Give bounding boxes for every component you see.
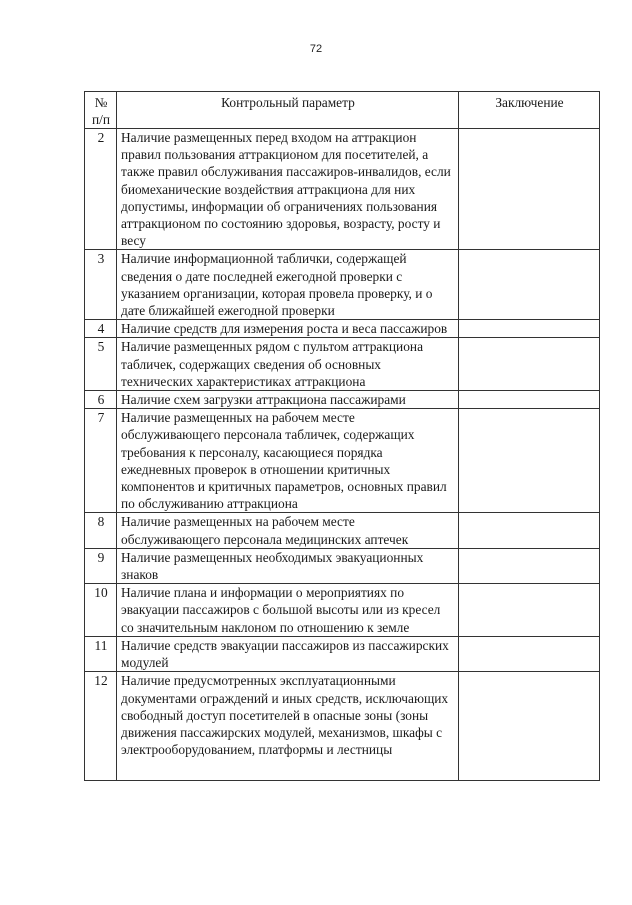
header-number bbox=[85, 92, 117, 129]
row-conclusion bbox=[459, 409, 600, 513]
row-number: 7 bbox=[85, 409, 117, 513]
row-parameter: Наличие предусмотренных эксплуатационными документами ограждений и иных средств, исключающих свободный доступ посетителей в опасные зоны (зоны движения пассажирских модулей, механизмов, шкафы с электрооборудованием, платформы и лестницы bbox=[117, 672, 459, 781]
row-parameter: Наличие размещенных перед входом на аттракцион правил пользования аттракционом для посетителей, а также правил обслуживания пассажиров-инвалидов, если биомеханические воздействия аттракциона для них допустимы, информации об ограничениях пользования аттракционом по состоянию здоровья, возрасту, росту и весу bbox=[117, 129, 459, 250]
row-parameter: Наличие размещенных на рабочем месте обслуживающего персонала табличек, содержащих требования к персоналу, касающиеся порядка ежедневных проверок в отношении критичных компонентов и критичных параметров, основных правил по обслуживанию аттракциона bbox=[117, 409, 459, 513]
row-parameter: Наличие информационной таблички, содержащей сведения о дате последней ежегодной проверки с указанием организации, которая провела проверку, и о дате ближайшей ежегодной проверки bbox=[117, 250, 459, 320]
row-conclusion bbox=[459, 672, 600, 781]
row-number: 9 bbox=[85, 548, 117, 583]
row-parameter: Наличие размещенных необходимых эвакуационных знаков bbox=[117, 548, 459, 583]
row-conclusion bbox=[459, 320, 600, 338]
row-parameter: Наличие средств для измерения роста и веса пассажиров bbox=[117, 320, 459, 338]
checklist-table bbox=[84, 91, 600, 781]
row-number: 2 bbox=[85, 129, 117, 250]
row-conclusion bbox=[459, 513, 600, 548]
row-number: 3 bbox=[85, 250, 117, 320]
row-number: 11 bbox=[85, 636, 117, 671]
header-number-abbrev: п/п bbox=[91, 112, 111, 127]
header-row bbox=[85, 92, 600, 129]
row-parameter: Наличие средств эвакуации пассажиров из пассажирских модулей bbox=[117, 636, 459, 671]
row-parameter: Наличие размещенных на рабочем месте обслуживающего персонала медицинских аптечек bbox=[117, 513, 459, 548]
row-number: 8 bbox=[85, 513, 117, 548]
table-row bbox=[85, 513, 600, 548]
header-conclusion: Заключение bbox=[459, 92, 600, 129]
header-number-symbol: № bbox=[94, 95, 108, 110]
row-number: 4 bbox=[85, 320, 117, 338]
row-conclusion bbox=[459, 548, 600, 583]
row-parameter: Наличие схем загрузки аттракциона пассажирами bbox=[117, 391, 459, 409]
table-row bbox=[85, 584, 600, 637]
table-row bbox=[85, 250, 600, 320]
row-conclusion bbox=[459, 129, 600, 250]
table-row bbox=[85, 320, 600, 338]
row-parameter: Наличие плана и информации о мероприятиях по эвакуации пассажиров с большой высоты или из кресел со значительным наклоном по отношению к земле bbox=[117, 584, 459, 637]
table-row bbox=[85, 409, 600, 513]
row-number: 5 bbox=[85, 338, 117, 391]
table-row bbox=[85, 636, 600, 671]
table-row bbox=[85, 391, 600, 409]
row-number: 6 bbox=[85, 391, 117, 409]
table-row bbox=[85, 338, 600, 391]
row-conclusion bbox=[459, 584, 600, 637]
table-header bbox=[85, 92, 600, 129]
row-conclusion bbox=[459, 636, 600, 671]
table-body bbox=[85, 129, 600, 781]
table-row bbox=[85, 129, 600, 250]
row-conclusion bbox=[459, 391, 600, 409]
row-conclusion bbox=[459, 250, 600, 320]
row-number: 12 bbox=[85, 672, 117, 781]
table-row bbox=[85, 548, 600, 583]
header-parameter: Контрольный параметр bbox=[117, 92, 459, 129]
table-row bbox=[85, 672, 600, 781]
row-conclusion bbox=[459, 338, 600, 391]
page-number: 72 bbox=[309, 43, 323, 55]
row-parameter: Наличие размещенных рядом с пультом аттракциона табличек, содержащих сведения об основных технических характеристиках аттракциона bbox=[117, 338, 459, 391]
row-number: 10 bbox=[85, 584, 117, 637]
